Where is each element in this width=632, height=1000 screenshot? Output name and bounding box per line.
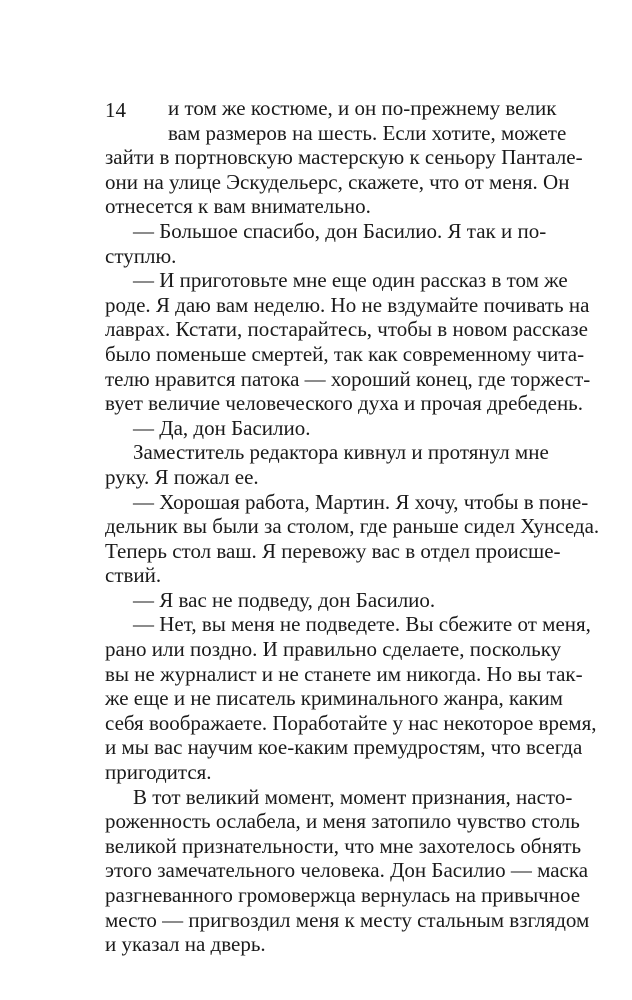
text-line: разгневанного громовержца вернулась на привычное bbox=[105, 883, 581, 907]
text-line: — Я вас не подведу, дон Басилио. bbox=[133, 587, 436, 612]
text-line: рано или поздно. И правильно сделаете, поскольку bbox=[105, 637, 562, 662]
text-line: этого замечательного человека. Дон Басилио — маска bbox=[105, 858, 589, 883]
text-line: Заместитель редактора кивнул и протянул мне bbox=[133, 440, 549, 465]
text-line: Теперь стол ваш. Я перевожу вас в отдел происше- bbox=[105, 538, 561, 563]
text-line: — Большое спасибо, дон Басилио. Я так и по- bbox=[133, 218, 547, 243]
text-line: пригодится. bbox=[105, 760, 212, 785]
text-line: же еще и не писатель криминального жанра, каким bbox=[105, 686, 563, 711]
text-line: себя воображаете. Поработайте у нас некоторое время, bbox=[105, 710, 597, 735]
text-line: — И приготовьте мне еще один рассказ в том же bbox=[133, 268, 568, 293]
text-line: великой признательности, что мне захотелось обнять bbox=[105, 833, 582, 858]
text-line: и том же костюме, и он по-прежнему велик bbox=[168, 96, 557, 120]
text-line: вам размеров на шесть. Если хотите, можете bbox=[168, 120, 567, 145]
text-line: было поменьше смертей, так как современному чита- bbox=[105, 341, 585, 366]
text-line: роде. Я даю вам неделю. Но не вздумайте почивать на bbox=[105, 292, 590, 317]
text-line: они на улице Эскудельерс, скажете, что от меня. Он bbox=[105, 169, 570, 194]
text-line: роженность ослабела, и меня затопило чувство столь bbox=[105, 809, 580, 834]
text-line: ступлю. bbox=[105, 243, 177, 268]
text-line: телю нравится патока — хороший конец, где торжест- bbox=[105, 366, 591, 391]
text-line: вы не журналист и не станете им никогда. Но вы так- bbox=[105, 661, 583, 686]
text-line: лаврах. Кстати, постарайтесь, чтобы в новом рассказе bbox=[105, 317, 588, 342]
text-line: и указал на дверь. bbox=[105, 932, 266, 957]
text-line: зайти в портновскую мастерскую к сеньору Панталe- bbox=[105, 145, 583, 170]
body-text bbox=[105, 96, 600, 957]
text-line: руку. Я пожал ее. bbox=[105, 464, 259, 489]
text-line: отнесется к вам внимательно. bbox=[105, 194, 371, 219]
text-line: — Хорошая работа, Мартин. Я хочу, чтобы в поне- bbox=[133, 489, 589, 514]
text-line: — Да, дон Басилио. bbox=[133, 415, 311, 440]
text-line: место — пригвоздил меня к месту стальным взглядом bbox=[105, 907, 590, 932]
text-line: В тот великий момент, момент признания, насто- bbox=[133, 784, 573, 809]
text-line: — Нет, вы меня не подведете. Вы сбежите от меня, bbox=[133, 612, 591, 637]
text-line: ствий. bbox=[105, 563, 162, 588]
text-line: вует величие человеческого духа и прочая дребедень. bbox=[105, 391, 584, 416]
page-number: 14 bbox=[105, 98, 126, 122]
text-line: дельник вы были за столом, где раньше сидел Хунседа. bbox=[105, 514, 600, 539]
text-line: и мы вас научим кое-каким премудростям, что всегда bbox=[105, 735, 583, 760]
